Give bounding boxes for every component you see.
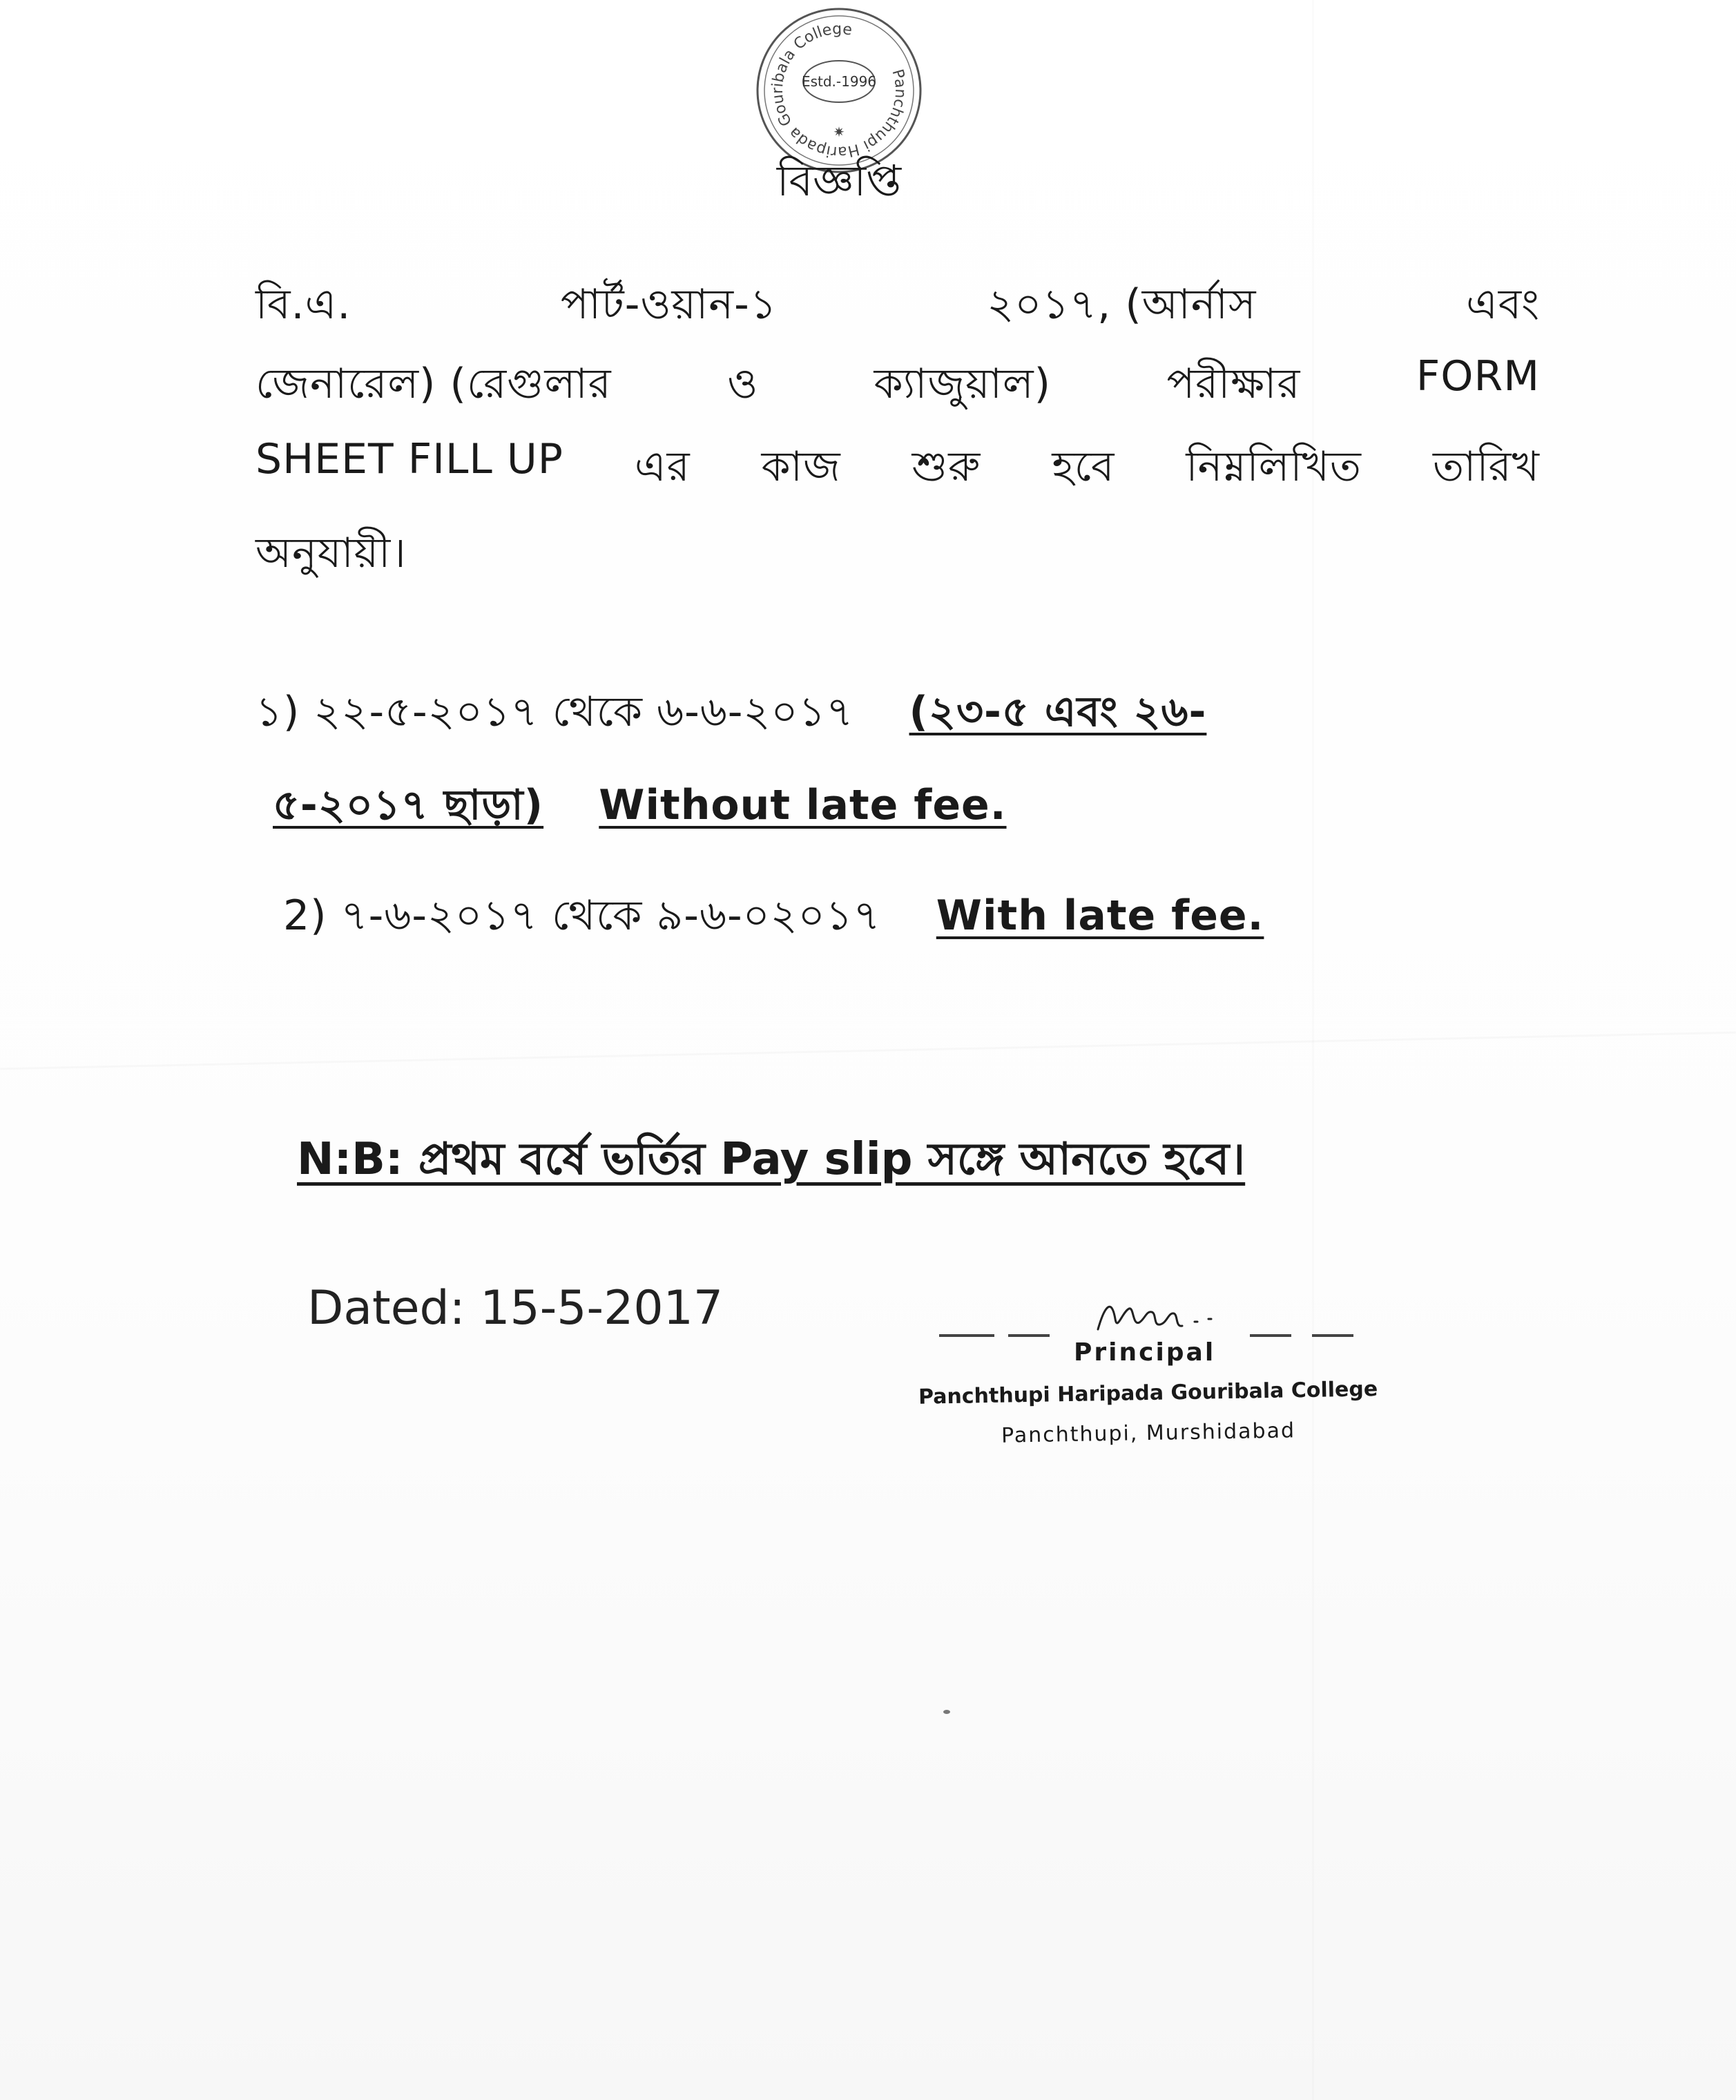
signature-line bbox=[1008, 1334, 1050, 1337]
principal-signature bbox=[1091, 1291, 1229, 1340]
paragraph-word: জেনারেল) (রেগুলার bbox=[255, 360, 612, 408]
paper-speck bbox=[943, 1710, 950, 1714]
college-name: Panchthupi Haripada Gouribala College bbox=[918, 1377, 1378, 1409]
signature-line bbox=[939, 1334, 994, 1337]
paragraph-word: পার্ট-ওয়ান-১ bbox=[560, 280, 778, 329]
schedule-item-2 bbox=[283, 884, 1264, 953]
nota-bene: N:B: প্রথম বর্ষে ভর্তির Pay slip সঙ্গে আনতে হবে। bbox=[297, 1134, 1246, 1185]
dated-line: Dated: 15-5-2017 bbox=[307, 1281, 724, 1336]
paragraph-word: SHEET FILL UP bbox=[255, 435, 563, 483]
paragraph-word: অনুযায়ী। bbox=[255, 529, 407, 577]
schedule-item-2-dates: 2) ৭-৬-২০১৭ থেকে ৯-৬-০২০১৭ bbox=[283, 892, 881, 940]
paragraph-word: এবং bbox=[1466, 280, 1540, 329]
seal-ring-text: Panchthupi Haripada Gouribala College bbox=[769, 20, 909, 161]
paragraph-word: ২০১৭, (আর্নাস bbox=[987, 280, 1257, 329]
paragraph-word: তারিখ bbox=[1432, 443, 1540, 491]
paragraph-word: পরীক্ষার bbox=[1166, 360, 1301, 408]
principal-title: Principal bbox=[1074, 1338, 1216, 1367]
paragraph-word: বি.এ. bbox=[255, 280, 351, 329]
notice-title: বিজ্ঞপ্তি bbox=[776, 155, 902, 206]
schedule-item-1-dates: ১) ২২-৫-২০১৭ থেকে ৬-৬-২০১৭ bbox=[255, 688, 854, 736]
paragraph-line-4 bbox=[255, 521, 407, 590]
paragraph-word: নিম্নলিখিত bbox=[1186, 443, 1362, 491]
college-address: Panchthupi, Murshidabad bbox=[1001, 1418, 1296, 1448]
schedule-item-1-continued bbox=[273, 773, 1007, 842]
paragraph-word: শুরু bbox=[912, 443, 981, 491]
signature-line bbox=[1312, 1334, 1353, 1337]
paragraph-word: এর bbox=[634, 443, 691, 491]
paragraph-word: FORM bbox=[1416, 352, 1540, 401]
paragraph-word: ক্যাজুয়াল) bbox=[874, 360, 1051, 408]
schedule-item-1 bbox=[255, 680, 1540, 749]
seal-estd: Estd.-1996 bbox=[801, 73, 877, 90]
schedule-item-1-exception-end: ৫-২০১৭ ছাড়া) bbox=[273, 781, 544, 829]
signature-block bbox=[918, 1291, 1409, 1471]
seal-star-icon: ✷ bbox=[833, 124, 845, 140]
schedule-item-1-fee-note: Without late fee. bbox=[599, 781, 1007, 829]
paragraph-word: কাজ bbox=[761, 443, 841, 491]
paragraph-line-2 bbox=[255, 352, 1540, 421]
paragraph-line-1 bbox=[255, 273, 1540, 342]
paragraph-line-3 bbox=[255, 435, 1540, 504]
schedule-item-1-exception: (২৩-৫ এবং ২৬- bbox=[909, 688, 1207, 736]
paragraph-word: হবে bbox=[1052, 443, 1115, 491]
schedule-item-2-fee-note: With late fee. bbox=[936, 892, 1264, 940]
paragraph-word: ও bbox=[727, 360, 759, 408]
signature-line bbox=[1250, 1334, 1291, 1337]
paper-fold bbox=[0, 1032, 1736, 1070]
